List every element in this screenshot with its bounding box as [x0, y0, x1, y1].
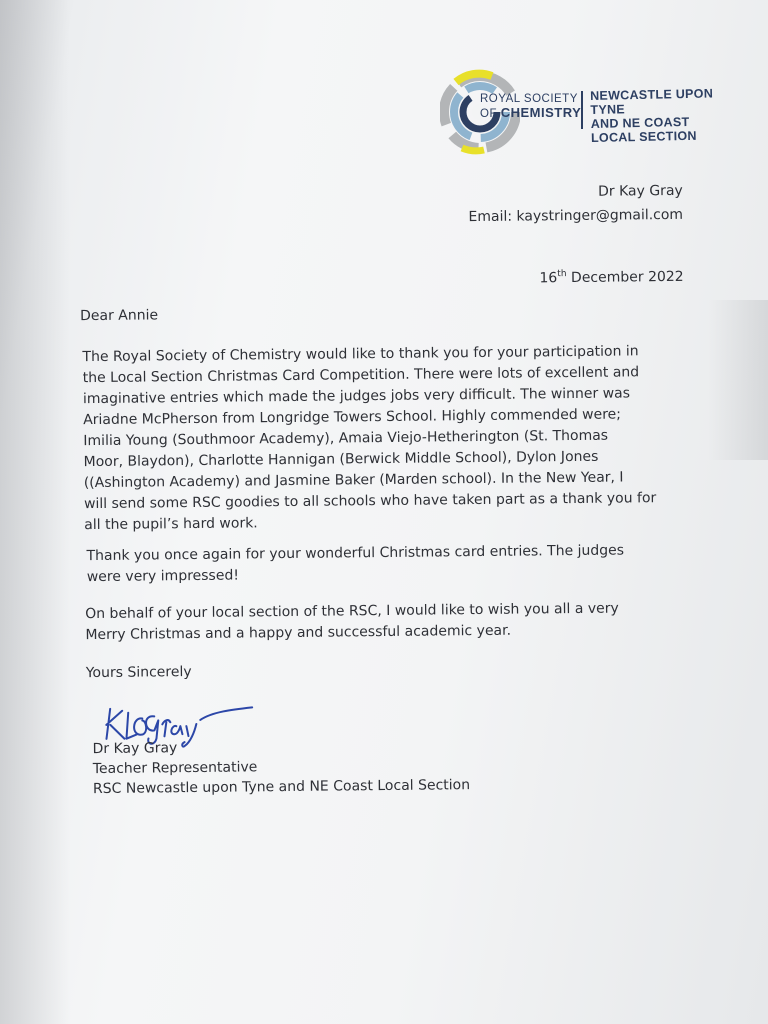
local-section-line: LOCAL SECTION [590, 128, 697, 145]
paragraph-line: were very impressed! [86, 567, 240, 586]
rsc-wordmark-line1: ROYAL SOCIETY [480, 93, 578, 105]
paragraph-line: all the pupil’s hard work. [84, 515, 258, 534]
paragraph-line: Merry Christmas and a happy and successful academic year. [85, 622, 512, 644]
paragraph-line: the Local Section Christmas Card Competition. There were lots of excellent and [82, 364, 640, 387]
signatory-role: Teacher Representative [92, 759, 258, 778]
date-suffix: th [557, 269, 567, 280]
signatory-name: Dr Kay Gray [92, 740, 178, 758]
salutation: Dear Annie [79, 307, 159, 325]
paragraph-line: The Royal Society of Chemistry would like to thank you for your participation in [82, 343, 639, 366]
paragraph-line: Ariadne McPherson from Longridge Towers School. Highly commended were; [83, 406, 622, 429]
paragraph-line: imaginative entries which made the judges jobs very difficult. The winner was [82, 385, 631, 408]
rsc-wordmark-chemistry: CHEMISTRY [500, 104, 582, 120]
local-section-line: AND NE COAST [590, 114, 690, 131]
body-paragraph-3 [85, 599, 619, 647]
sender-name: Dr Kay Gray [597, 182, 683, 200]
letter-date [539, 269, 683, 287]
paragraph-line: Imilia Young (Southmoor Academy), Amaia Viejo-Hetherington (St. Thomas [83, 427, 609, 450]
local-section-line: NEWCASTLE UPON TYNE [590, 86, 714, 117]
valediction: Yours Sincerely [85, 664, 192, 682]
signatory-section: RSC Newcastle upon Tyne and NE Coast Local Section [92, 777, 471, 798]
body-paragraph-2 [86, 540, 624, 588]
paragraph-line: will send some RSC goodies to all schools who have taken part as a thank you for [83, 490, 657, 513]
date-rest: December 2022 [566, 268, 684, 287]
body-paragraph-1 [82, 341, 656, 536]
paragraph-line: Moor, Blaydon), Charlotte Hannigan (Berwick Middle School), Dylon Jones [83, 448, 599, 471]
sender-email: Email: kaystringer@gmail.com [468, 206, 684, 226]
paragraph-line: On behalf of your local section of the RSC, I would like to wish you all a very [85, 600, 619, 623]
date-day: 16 [539, 270, 558, 287]
rsc-wordmark-of: OF [480, 107, 497, 120]
paragraph-line: Thank you once again for your wonderful Christmas card entries. The judges [86, 542, 625, 565]
paragraph-line: ((Ashington Academy) and Jasmine Baker (Marden school). In the New Year, I [83, 469, 624, 492]
